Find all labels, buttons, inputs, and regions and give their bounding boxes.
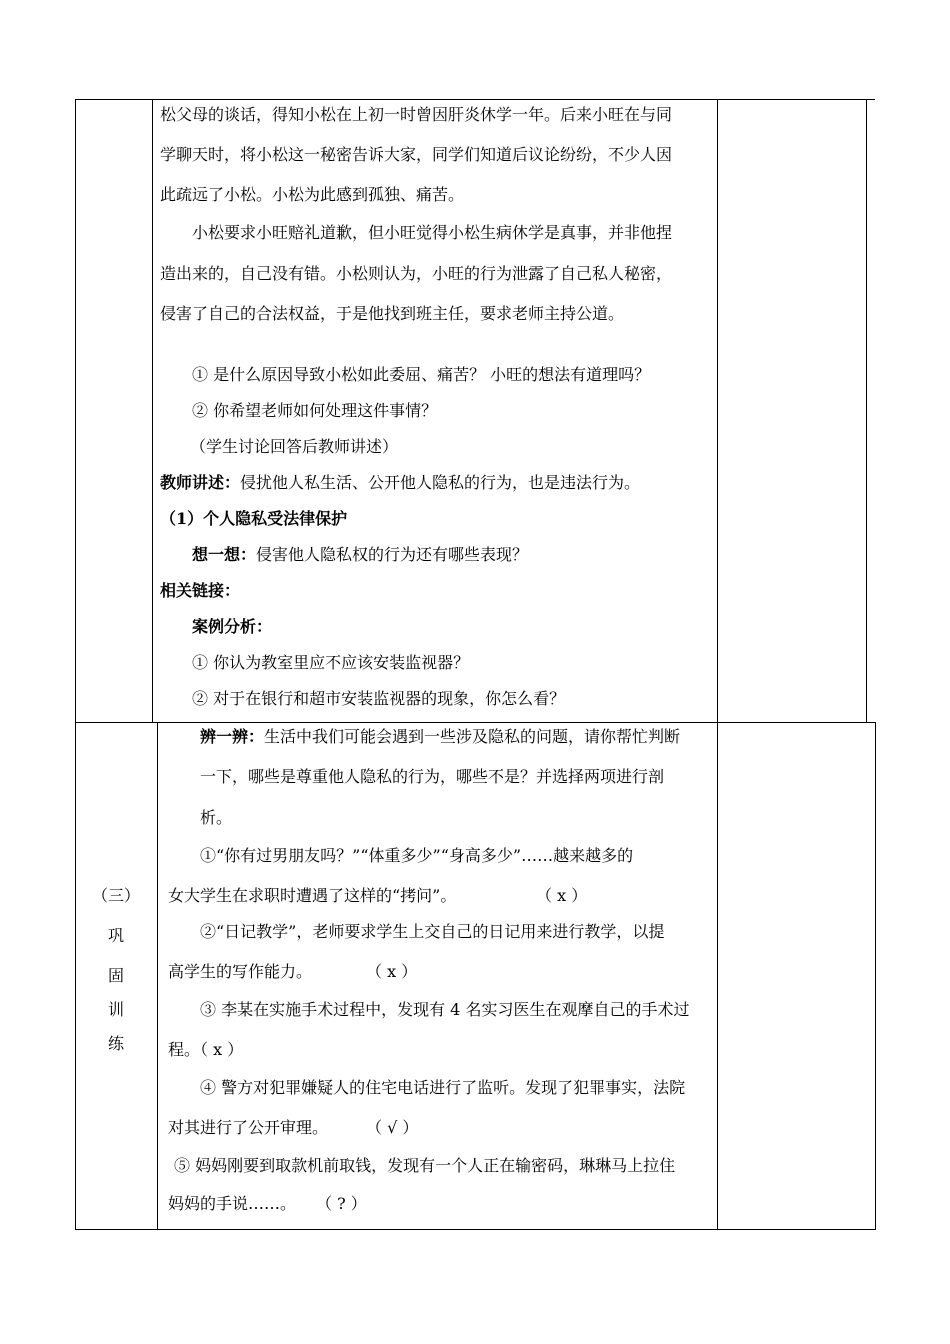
story-line-4: 小松要求小旺赔礼道歉，但小旺觉得小松生病休学是真事，并非他捏 xyxy=(192,223,673,242)
story-line-6: 侵害了自己的合法权益，于是他找到班主任，要求老师主持公道。 xyxy=(160,304,625,323)
teacher-label: 教师讲述： xyxy=(160,473,241,492)
item-3-line-2: 程。（ x ） xyxy=(168,1040,244,1059)
distinguish-line-2: 一下，哪些是尊重他人隐私的行为，哪些不是？并选择两项进行剖 xyxy=(200,767,665,786)
row-divider xyxy=(75,722,875,723)
item-5-line-1: ⑤ 妈妈刚要到取款机前取钱，发现有一个人正在输密码，琳琳马上拉住 xyxy=(174,1156,676,1175)
side-label-char-4: 练 xyxy=(107,1034,124,1053)
distinguish-label: 辨一辨： xyxy=(200,727,265,746)
heading-privacy-protection: （1）个人隐私受法律保护 xyxy=(160,509,348,528)
teacher-lecture xyxy=(160,473,640,493)
item-5-answer: （ ? ） xyxy=(316,1194,367,1213)
distinguish-line-1 xyxy=(200,727,680,747)
case-question-2: ② 对于在银行和超市安装监视器的现象，你怎么看？ xyxy=(192,689,566,708)
side-label-char-3: 训 xyxy=(107,1000,124,1019)
item-2-line-2: 高学生的写作能力。 xyxy=(168,962,313,981)
side-label-section-three: （三） xyxy=(91,886,140,905)
distinguish-line-3: 析。 xyxy=(200,808,233,827)
bottom-col1-divider xyxy=(157,722,158,1230)
item-1-line-1: ①“你有过男朋友吗？”“体重多少”“身高多少”……越来越多的 xyxy=(200,846,634,865)
side-label-char-2: 固 xyxy=(107,966,124,985)
item-5-line-2: 妈妈的手说……。 xyxy=(168,1194,297,1213)
case-question-1: ① 你认为教室里应不应该安装监视器？ xyxy=(192,653,470,672)
table-left-border xyxy=(75,99,76,1230)
item-1-line-2: 女大学生在求职时遭遇了这样的“拷问”。 xyxy=(168,886,457,905)
story-line-2: 学聊天时，将小松这一秘密告诉大家，同学们知道后议论纷纷，不少人因 xyxy=(160,145,673,164)
bottom-col2-divider xyxy=(717,722,718,1230)
related-link-label: 相关链接： xyxy=(160,581,241,600)
item-4-line-1: ④ 警方对犯罪嫌疑人的住宅电话进行了监听。发现了犯罪事实，法院 xyxy=(200,1078,686,1097)
table-top-border xyxy=(75,99,875,100)
discussion-note: （学生讨论回答后教师讲述） xyxy=(190,437,399,456)
think-label: 想一想： xyxy=(192,545,257,564)
item-1-answer: （ x ） xyxy=(536,886,588,905)
think-text: 侵害他人隐私权的行为还有哪些表现？ xyxy=(256,545,529,564)
case-analysis-label: 案例分析： xyxy=(192,617,273,636)
item-2-line-1: ②“日记教学”，老师要求学生上交自己的日记用来进行教学，以提 xyxy=(200,922,665,941)
teacher-text: 侵扰他人私生活、公开他人隐私的行为，也是违法行为。 xyxy=(240,473,641,492)
story-line-3: 此疏远了小松。小松为此感到孤独、痛苦。 xyxy=(160,185,465,204)
story-line-5: 造出来的，自己没有错。小松则认为，小旺的行为泄露了自己私人秘密， xyxy=(160,264,673,283)
table-right-border xyxy=(875,722,876,1230)
top-col2-divider xyxy=(717,99,718,722)
table-bottom-border xyxy=(75,1229,875,1230)
top-col1-divider xyxy=(152,99,153,722)
think-prompt xyxy=(192,545,528,565)
distinguish-text-1: 生活中我们可能会遇到一些涉及隐私的问题，请你帮忙判断 xyxy=(264,727,681,746)
story-line-1: 松父母的谈话，得知小松在上初一时曾因肝炎休学一年。后来小旺在与同 xyxy=(160,105,673,124)
question-1: ① 是什么原因导致小松如此委屈、痛苦？ 小旺的想法有道理吗？ xyxy=(192,365,651,384)
item-3-line-1: ③ 李某在实施手术过程中，发现有 4 名实习医生在观摩自己的手术过 xyxy=(200,1000,690,1019)
question-2: ② 你希望老师如何处理这件事情？ xyxy=(192,401,438,420)
item-4-line-2: 对其进行了公开审理。 xyxy=(168,1118,329,1137)
side-label-char-1: 巩 xyxy=(107,926,124,945)
item-4-answer: （ √ ） xyxy=(366,1118,419,1137)
item-2-answer: （ x ） xyxy=(366,962,418,981)
top-col3-divider xyxy=(866,99,867,722)
